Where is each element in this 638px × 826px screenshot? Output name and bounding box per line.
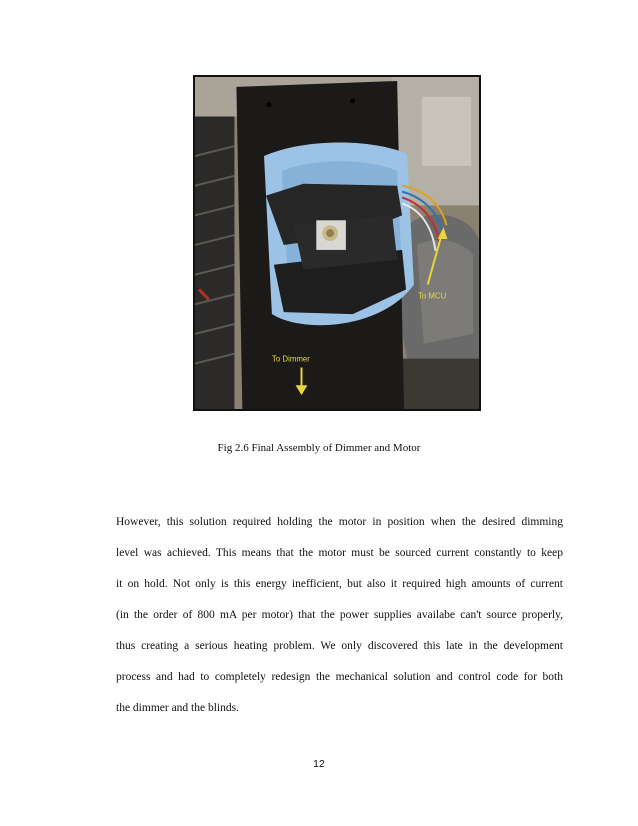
page-number: 12 <box>313 758 325 770</box>
body-line: process and had to completely redesign the mechanical solution and control code for both <box>116 671 563 683</box>
photo-dimmer-motor-assembly <box>195 77 479 409</box>
body-line: (in the order of 800 mA per motor) that the power supplies availabe can't source properly, <box>116 609 563 621</box>
annotation-to-dimmer: To Dimmer <box>271 354 310 364</box>
figure-caption: Fig 2.6 Final Assembly of Dimmer and Motor <box>217 442 421 454</box>
body-line: the dimmer and the blinds. <box>116 702 239 714</box>
body-line: it on hold. Not only is this energy inefficient, but also it required high amounts of current <box>116 578 563 590</box>
body-line: thus creating a serious heating problem. We only discovered this late in the development <box>116 640 563 652</box>
figure-photo <box>193 75 481 411</box>
body-paragraph <box>116 513 563 730</box>
body-line: level was achieved. This means that the motor must be sourced current constantly to keep <box>116 547 563 559</box>
annotation-to-mcu: To MCU <box>417 291 447 301</box>
body-line: However, this solution required holding the motor in position when the desired dimming <box>116 516 563 528</box>
